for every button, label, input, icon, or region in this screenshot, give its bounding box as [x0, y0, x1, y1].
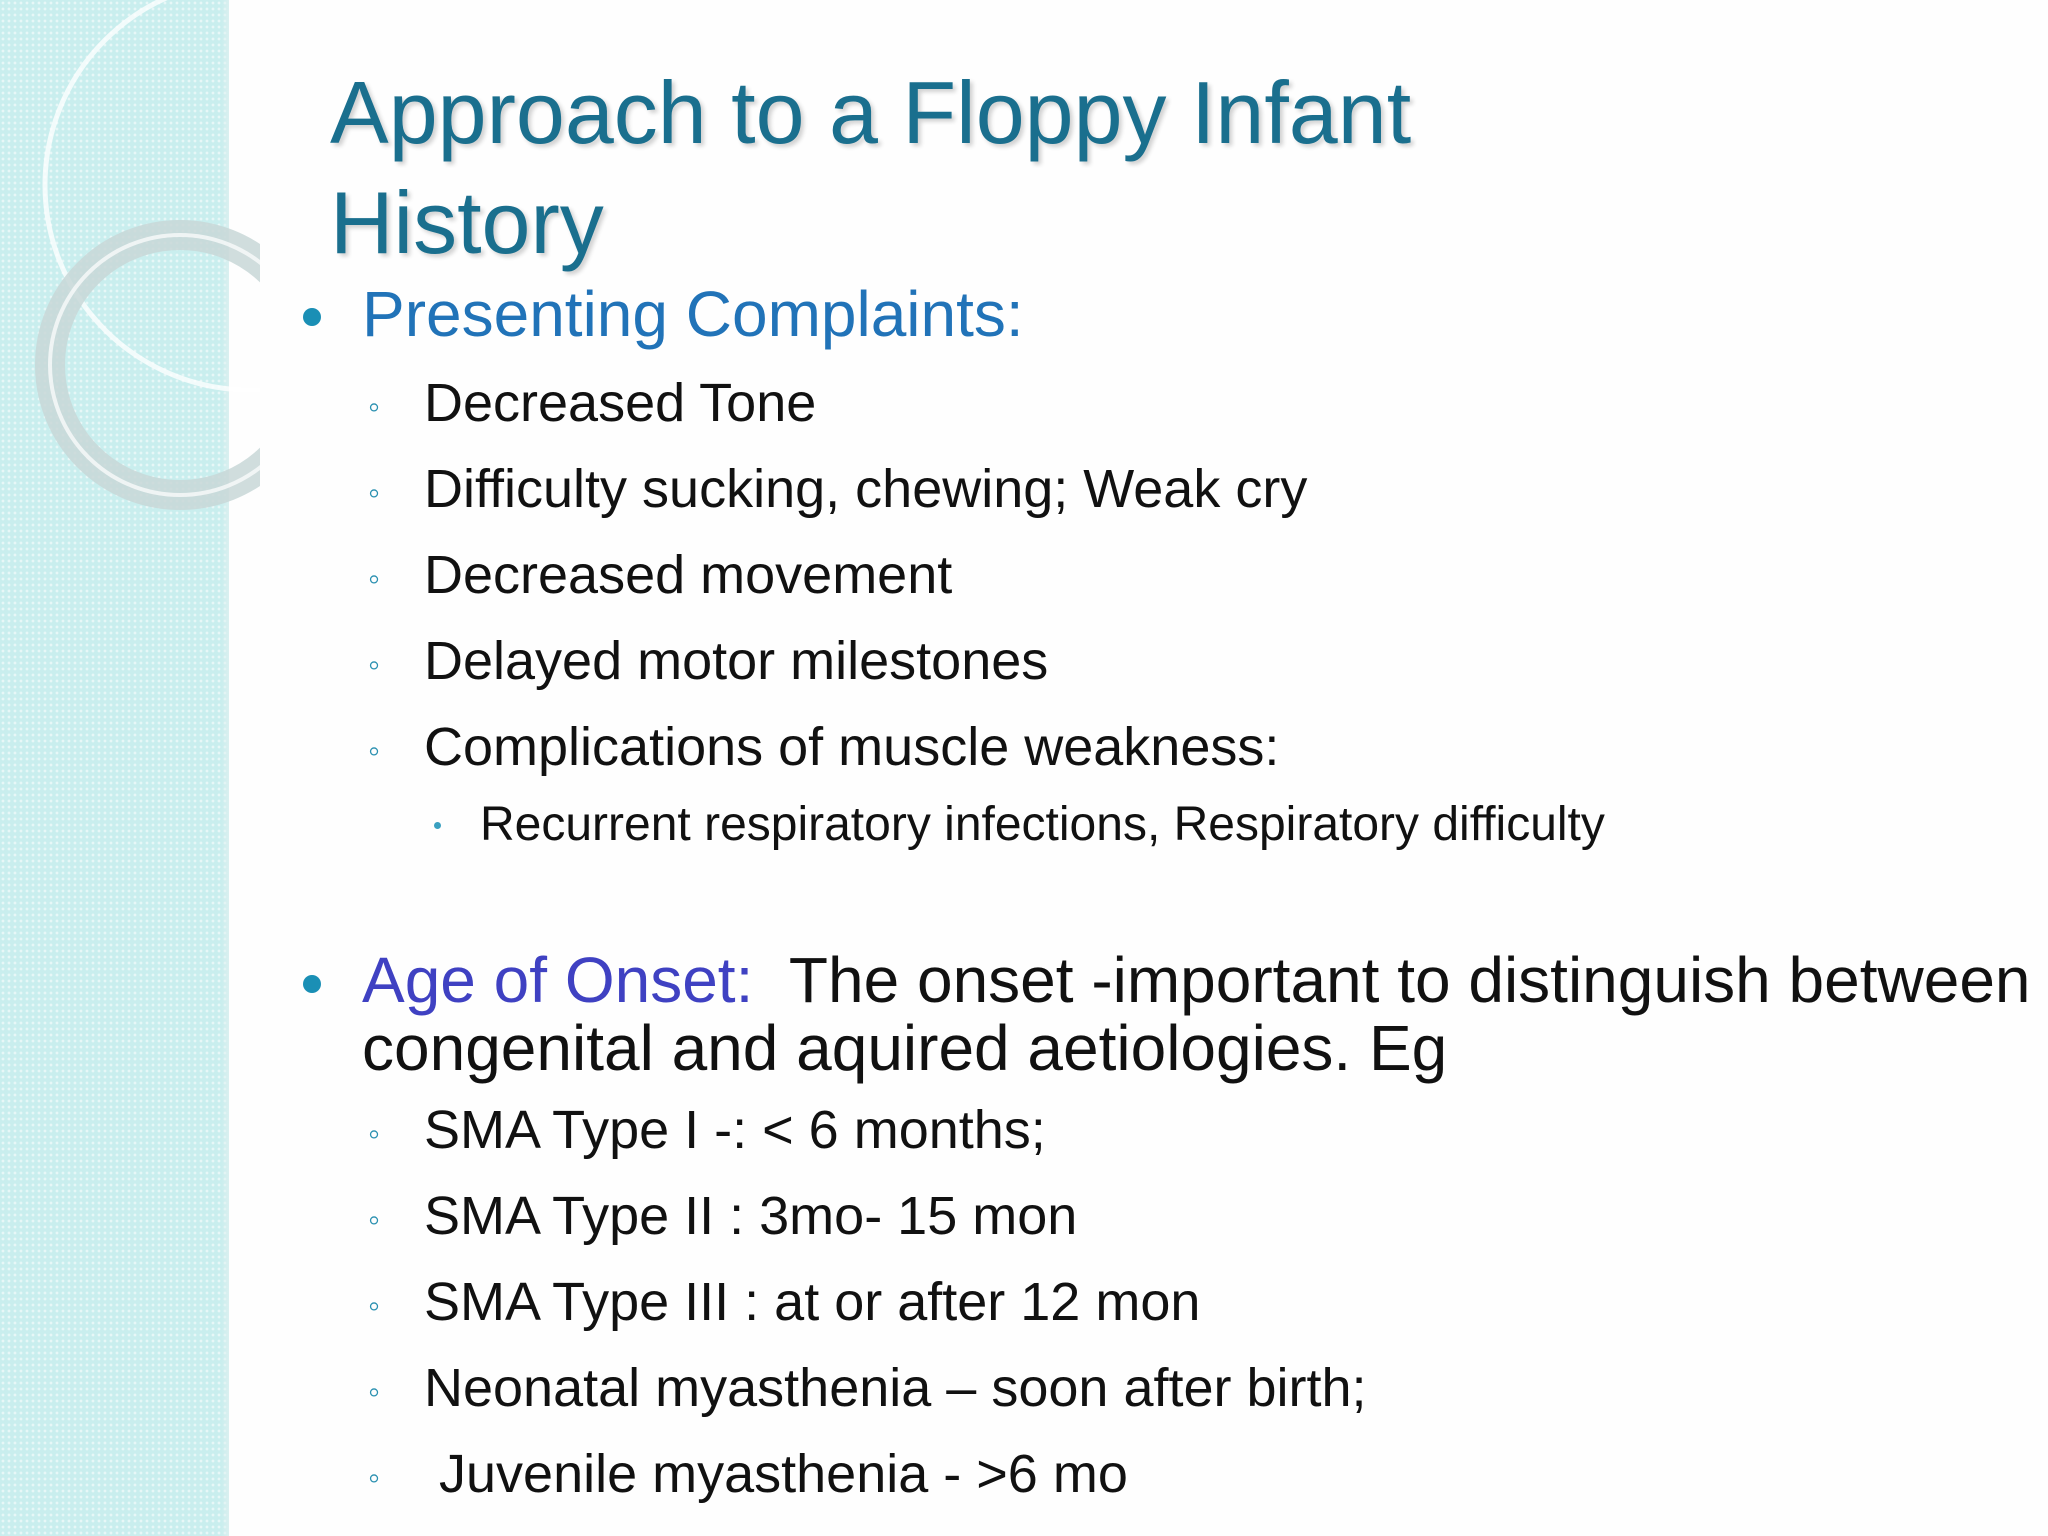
- title-line-1: Approach to a Floppy Infant: [330, 63, 1412, 162]
- bullet-ring-icon: ◦: [368, 732, 381, 770]
- decorative-rings: [0, 0, 260, 520]
- bullet-ring-icon: ◦: [368, 646, 381, 684]
- title-line-2: History: [330, 173, 604, 272]
- bullet-disc-icon: [303, 308, 321, 326]
- slide-title: [330, 58, 1411, 278]
- list-item: Decreased Tone: [424, 373, 817, 433]
- list-item: SMA Type I -: < 6 months;: [424, 1100, 1046, 1160]
- bullet-ring-icon: ◦: [368, 1287, 381, 1325]
- section-text-line-1: The onset -important to distinguish between: [788, 944, 2031, 1016]
- section-heading-age-of-onset-line: [362, 946, 2031, 1014]
- bullet-dot-icon: [434, 822, 441, 829]
- bullet-ring-icon: ◦: [368, 560, 381, 598]
- list-item: SMA Type II : 3mo- 15 mon: [424, 1186, 1078, 1246]
- list-item: Complications of muscle weakness:: [424, 717, 1280, 777]
- bullet-ring-icon: ◦: [368, 1201, 381, 1239]
- bullet-ring-icon: ◦: [368, 474, 381, 512]
- list-item: Decreased movement: [424, 545, 953, 605]
- sub-list-item: Recurrent respiratory infections, Respiratory difficulty: [480, 798, 1605, 851]
- list-item: Neonatal myasthenia – soon after birth;: [424, 1358, 1367, 1418]
- bullet-ring-icon: ◦: [368, 1373, 381, 1411]
- section-heading-age-of-onset: Age of Onset:: [362, 944, 754, 1016]
- list-item: SMA Type III : at or after 12 mon: [424, 1272, 1201, 1332]
- section-heading-presenting-complaints: Presenting Complaints:: [362, 278, 1024, 350]
- bullet-ring-icon: ◦: [368, 1459, 381, 1497]
- list-item: Difficulty sucking, chewing; Weak cry: [424, 459, 1308, 519]
- list-item: Delayed motor milestones: [424, 631, 1049, 691]
- bullet-ring-icon: ◦: [368, 388, 381, 426]
- bullet-ring-icon: ◦: [368, 1115, 381, 1153]
- section-text-line-2: congenital and aquired aetiologies. Eg: [362, 1012, 1448, 1084]
- bullet-disc-icon: [303, 975, 321, 993]
- list-item: Juvenile myasthenia - >6 mo: [424, 1444, 1128, 1504]
